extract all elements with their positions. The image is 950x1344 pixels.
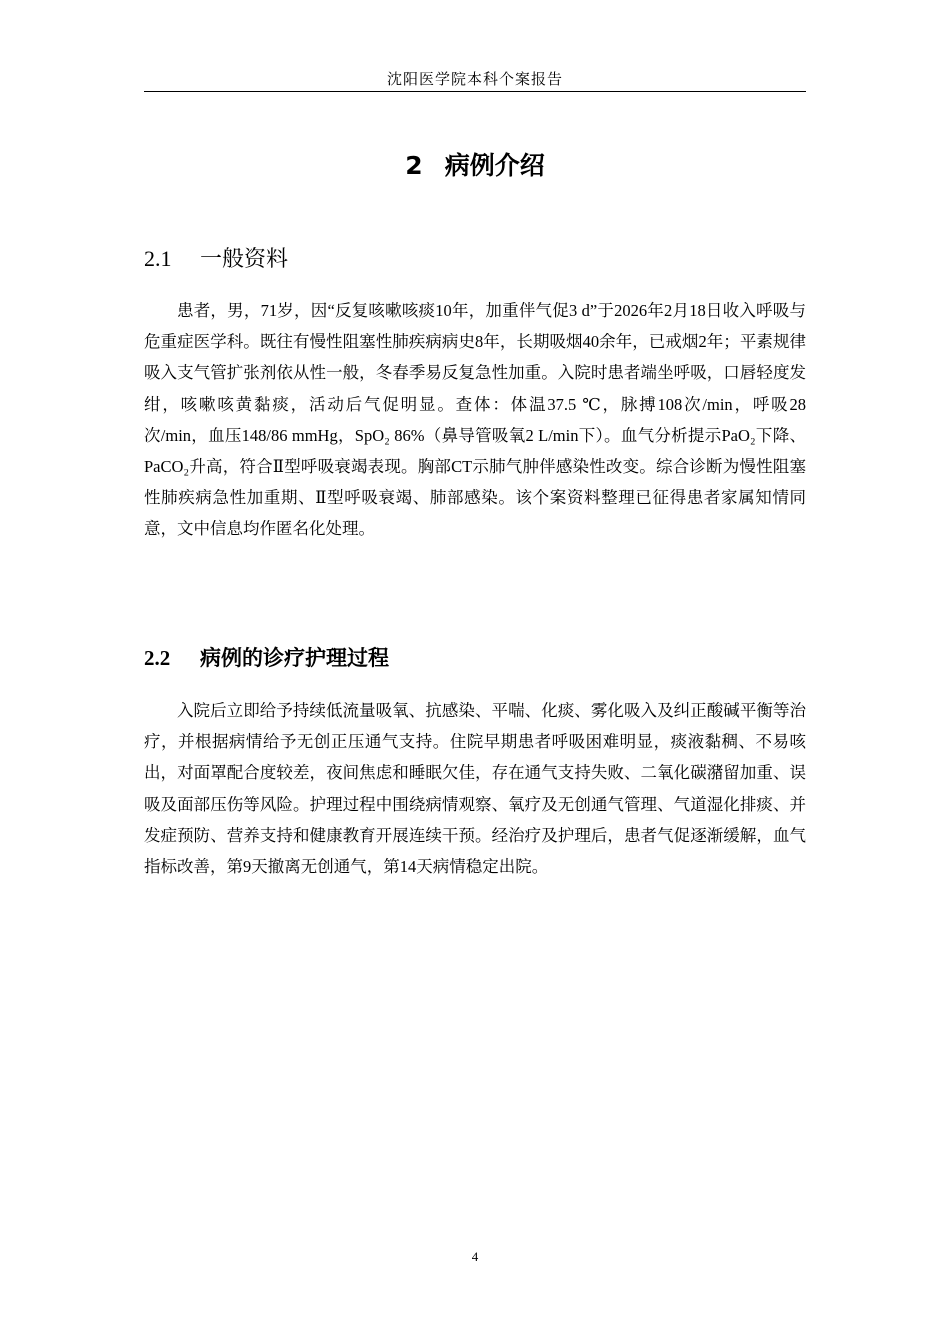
chapter-number: 2 bbox=[405, 151, 423, 180]
chapter-title bbox=[144, 148, 806, 184]
section-number: 2.1 bbox=[144, 246, 172, 271]
section-heading-general-info bbox=[144, 244, 806, 274]
section-title: 一般资料 bbox=[200, 246, 289, 271]
running-header: 沈阳医学院本科个案报告 bbox=[386, 72, 563, 88]
paragraph-general-info: 患者，男，71岁，因“反复咳嗽咳痰10年，加重伴气促3 d”于2026年2月18日收入呼吸与危重症医学科。既往有慢性阻塞性肺疾病病史8年，长期吸烟40余年，已戒烟2年；平素规律吸入支气管扩张剂依从性一般，冬春季易反复急性加重。入院时患者端坐呼吸，口唇轻度发绀，咳嗽咳黄黏痰，活动后气促明显。查体：体温37.5 ℃，脉搏108次/min，呼吸28次/min，血压148/86 mmHg，SpO₂ 86%（鼻导管吸氧2 L/min下）。血气分析提示PaO₂下降、PaCO₂升高，符合Ⅱ型呼吸衰竭表现。胸部CT示肺气肿伴感染性改变。综合诊断为慢性阻塞性肺疾病急性加重期、Ⅱ型呼吸衰竭、肺部感染。该个案资料整理已征得患者家属知情同意，文中信息均作匿名化处理。 bbox=[144, 301, 806, 539]
page-number: 4 bbox=[471, 1249, 479, 1264]
section-heading-treatment-process bbox=[144, 643, 806, 673]
section-number: 2.2 bbox=[144, 646, 171, 670]
paragraph-treatment-process: 入院后立即给予持续低流量吸氧、抗感染、平喘、化痰、雾化吸入及纠正酸碱平衡等治疗，并根据病情给予无创正压通气支持。住院早期患者呼吸困难明显，痰液黏稠、不易咳出，对面罩配合度较差，夜间焦虑和睡眠欠佳，存在通气支持失败、二氧化碳潴留加重、误吸及面部压伤等风险。护理过程中围绕病情观察、氧疗及无创通气管理、气道湿化排痰、并发症预防、营养支持和健康教育开展连续干预。经治疗及护理后，患者气促逐渐缓解，血气指标改善，第9天撤离无创通气，第14天病情稳定出院。 bbox=[144, 701, 806, 877]
header-rule bbox=[144, 91, 806, 92]
chapter-title-text: 病例介绍 bbox=[444, 151, 545, 180]
section-title: 病例的诊疗护理过程 bbox=[200, 646, 389, 670]
